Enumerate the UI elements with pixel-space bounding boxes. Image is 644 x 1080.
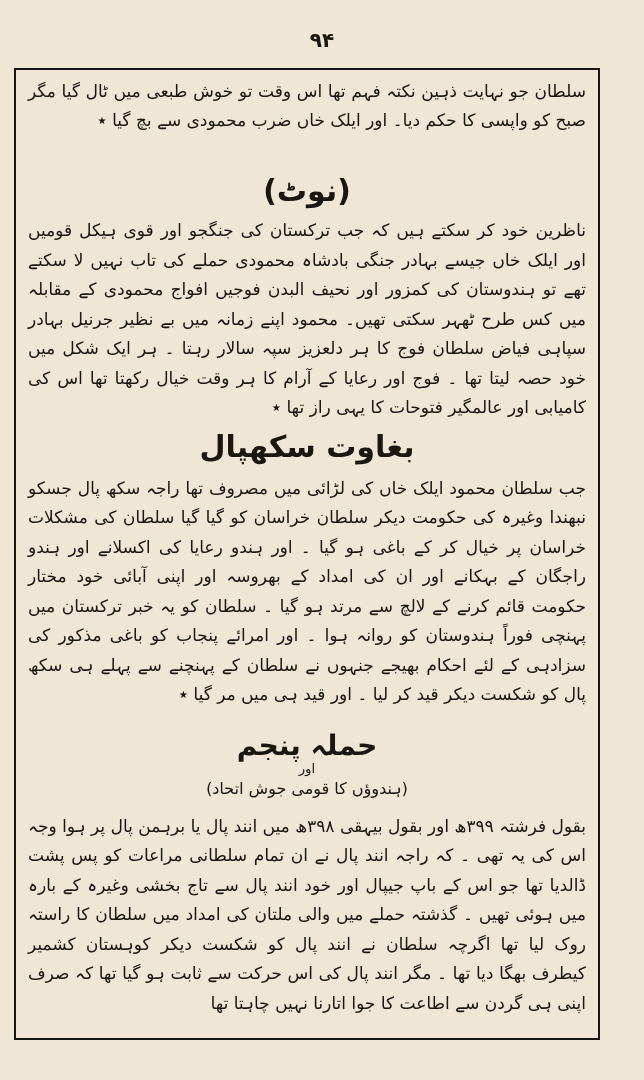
revolt-text: جب سلطان محمود ایلک خاں کی لڑائی میں مصروف تھا راجہ سکھ پال جسکو نبھندا وغیرہ کی حکومت دیکر سلطان خراسان کو گیا گیا سلطان کی مشکلات خراسان پر خیال کر کے باغی ہو گیا ۔ اور ہندو رعایا کی اکسلانے اور ہندو راجگان کے بہکانے اور ان کی امداد کے بھروسہ اور اپنی آبائی خود مختار حکومت قائم کرنے کے لالچ سے مرتد ہو گیا ۔ سلطان کو یہ خبر ترکستان میں پہنچی فوراً ہندوستان کو روانہ ہوا ۔ اور امرائے پنجاب کو باغی مذکور کی سزادہی کے لئے احکام بھیجے جنہوں نے سلطان کے پہنچنے سے پہلے ہی سکھ پال کو شکست دیکر قید کر لیا ۔ اور قید ہی میں مر گیا [28,478,586,705]
note-end-mark: ٭ [271,398,282,418]
intro-text: سلطان جو نہایت ذہین نکتہ فہم تھا اس وقت تو خوش طبعی میں ٹال گیا مگر صبح کو واپسی کا حکم دیا۔ اور ایلک خاں ضرب محمودی سے بچ گیا [28,82,586,131]
fifth-attack-over-word: اور [298,761,316,777]
fifth-attack-paragraph [28,813,586,1020]
intro-end-mark: ٭ [97,111,107,131]
fifth-attack-subheading: (ہندوؤں کا قومی جوش اتحاد) [206,778,408,798]
note-paragraph [28,217,586,424]
fifth-attack-text: بقول فرشتہ ۳۹۹ھ اور بقول بیہقی ۳۹۸ھ میں انند پال یا برہمن پال پر ہوا وجہ اس کی یہ تھی ۔ کہ راجہ انند پال نے ان تمام سلطانی مراعات کو پس پشت ڈالدیا تھا جو اس کے باپ جیپال اور خود انند پال سے تاج بخشی وغیرہ کے بارہ میں ہوئی تھیں ۔ گذشتہ حملے میں والی ملتان کی امداد میں سلطان کا راستہ روک لیا تھا اگرچہ سلطان نے انند پال کو شکست دیکر کوہستان کشمیر کیطرف بھگا دیا تھا ۔ مگر انند پال کی اس حرکت سے ثابت ہو گیا تھا کہ صرف اپنی ہی گردن سے اطاعت کا جوا اتارنا نہیں چاہتا تھا [28,816,586,1014]
revolt-heading: بغاوت سکھپال [199,429,415,465]
page-frame [14,68,600,1040]
page-number: ۹۴ [309,28,335,52]
note-text: ناظرین خود کر سکتے ہیں کہ جب ترکستان کی جنگجو اور قوی ہیکل قومیں اور ایلک خاں جیسے بہادر جنگی بادشاہ محمودی حملے کی تاب نہیں لا سکتے تھے تو ہندوستان کی کمزور اور نحیف البدن فوجیں افواج محمودی کے مقابلہ میں کس طرح ٹھہر سکتی تھیں۔ محمود اپنے زمانہ میں بے نظیر جرنیل بہادر سپاہی فیاض سلطان فوج کا ہر دلعزیز سپہ سالار رہتا ۔ ہر ایک شکل میں خود حصہ لیتا تھا ۔ فوج اور رعایا کے آرام کا ہر وقت خیال رکھتا تھا اس کی کامیابی اور عالمگیر فتوحات کا یہی راز تھا [28,221,586,418]
intro-paragraph [28,78,586,136]
revolt-paragraph [28,475,586,711]
note-heading: (نوٹ) [263,174,351,209]
revolt-end-mark: ٭ [178,685,189,705]
fifth-attack-heading: حملہ پنجم [236,728,378,762]
